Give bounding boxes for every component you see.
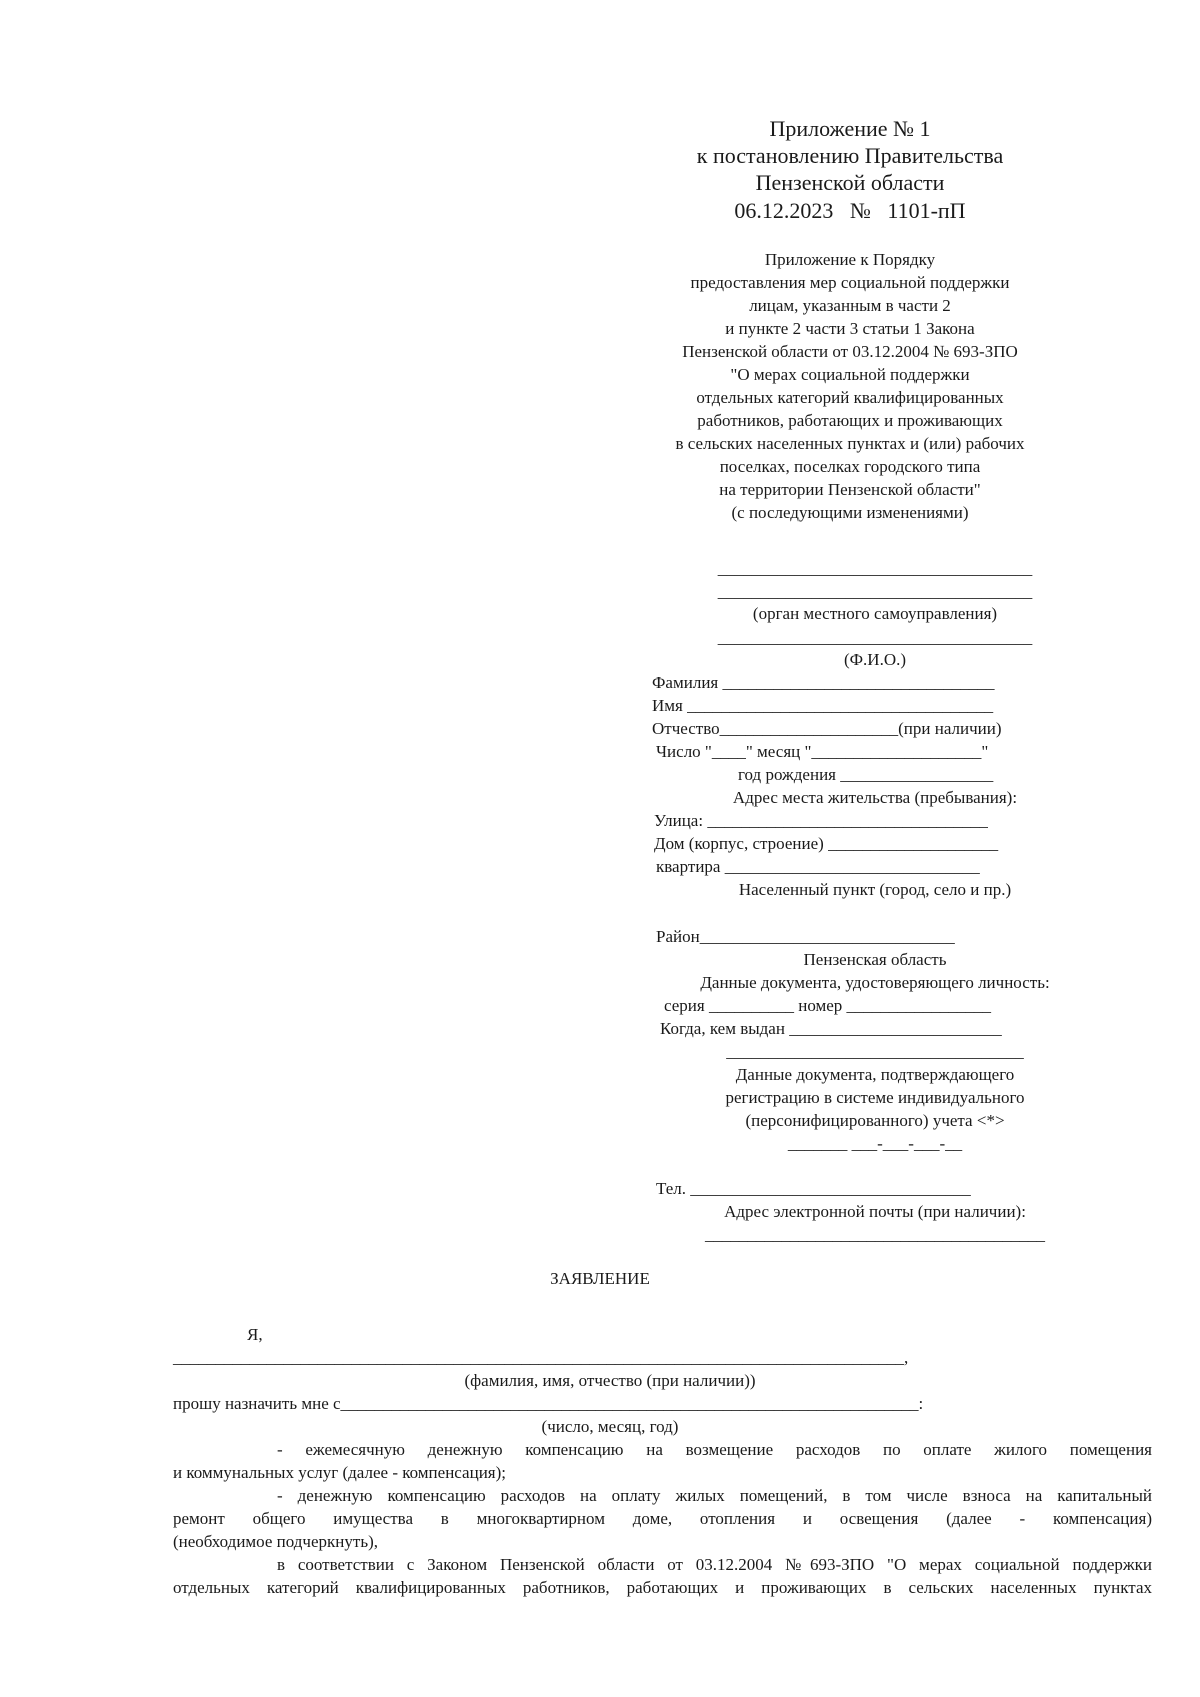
street-field[interactable]: Улица: _________________________________ xyxy=(654,811,988,830)
statement-title: ЗАЯВЛЕНИЕ xyxy=(550,1269,650,1288)
settlement-caption: Населенный пункт (город, село и пр.) xyxy=(738,880,1012,899)
order-line: в сельских населенных пунктах и (или) рабочих xyxy=(675,434,1025,453)
organ-blank[interactable]: _____________________________________ xyxy=(717,559,1033,578)
snils-caption-3: (персонифицированного) учета <*> xyxy=(745,1111,1005,1130)
order-line: поселках, поселках городского типа xyxy=(719,457,981,476)
snils-caption-2: регистрацию в системе индивидуального xyxy=(725,1088,1025,1107)
order-line: на территории Пензенской области" xyxy=(719,480,981,499)
district-field[interactable]: Район______________________________ xyxy=(656,927,955,946)
statement-ya: Я, xyxy=(247,1325,263,1344)
order-line: Пензенской области от 03.12.2004 № 693-ЗПО xyxy=(682,342,1018,361)
statement-fio-caption: (фамилия, имя, отчество (при наличии)) xyxy=(464,1371,756,1390)
email-caption: Адрес электронной почты (при наличии): xyxy=(724,1202,1026,1221)
surname-field[interactable]: Фамилия ________________________________ xyxy=(652,673,995,692)
appendix-region: Пензенской области xyxy=(755,170,945,195)
fio-caption: (Ф.И.О.) xyxy=(843,650,907,669)
item2-line2: ремонт общего имущества в многоквартирном доме, отопления и освещения (далее - компенсация) xyxy=(173,1509,1152,1528)
birth-year-field[interactable]: год рождения __________________ xyxy=(738,765,994,784)
order-line: работников, работающих и проживающих xyxy=(697,411,1003,430)
appendix-title: Приложение № 1 xyxy=(769,116,931,141)
order-line: и пункте 2 части 3 статьи 1 Закона xyxy=(725,319,975,338)
issued-blank[interactable]: ___________________________________ xyxy=(726,1042,1024,1061)
item1-line1: - ежемесячную денежную компенсацию на возмещение расходов по оплате жилого помещения xyxy=(277,1440,1152,1459)
name-field[interactable]: Имя ____________________________________ xyxy=(652,696,994,715)
region-label: Пензенская область xyxy=(803,950,947,969)
birth-day-month-field[interactable]: Число "____" месяц "____________________" xyxy=(656,742,989,761)
address-caption: Адрес места жительства (пребывания): xyxy=(732,788,1018,807)
order-line: предоставления мер социальной поддержки xyxy=(690,273,1010,292)
item1-line2: и коммунальных услуг (далее - компенсация); xyxy=(173,1463,506,1482)
order-line: Приложение к Порядку xyxy=(764,250,936,269)
law-line2: отдельных категорий квалифицированных работников, работающих и проживающих в сельских населенных пунктах xyxy=(173,1578,1152,1597)
email-blank[interactable]: ________________________________________ xyxy=(705,1225,1045,1244)
house-field[interactable]: Дом (корпус, строение) ____________________ xyxy=(654,834,999,853)
order-line: "О мерах социальной поддержки xyxy=(730,365,970,384)
fio-blank[interactable]: _____________________________________ xyxy=(717,628,1033,647)
statement-ask-line[interactable]: прошу назначить мне с____________________________________________________________________: xyxy=(173,1394,924,1413)
order-line: (с последующими изменениями) xyxy=(731,503,969,522)
phone-field[interactable]: Тел. _________________________________ xyxy=(656,1179,971,1198)
patronymic-field[interactable]: Отчество_____________________(при наличии) xyxy=(652,719,1002,738)
id-doc-caption: Данные документа, удостоверяющего личность: xyxy=(700,973,1050,992)
item2-line1: - денежную компенсацию расходов на оплату жилых помещений, в том числе взноса на капитальный xyxy=(277,1486,1152,1505)
statement-fio-blank[interactable]: ______________________________________________________________________________________, xyxy=(173,1348,909,1367)
order-line: лицам, указанным в части 2 xyxy=(749,296,951,315)
item2-line3: (необходимое подчеркнуть), xyxy=(173,1532,378,1551)
issued-field[interactable]: Когда, кем выдан _________________________ xyxy=(660,1019,1002,1038)
organ-caption: (орган местного самоуправления) xyxy=(752,604,998,623)
statement-date-caption: (число, месяц, год) xyxy=(541,1417,679,1436)
organ-blank[interactable]: _____________________________________ xyxy=(717,582,1033,601)
snils-caption-1: Данные документа, подтверждающего xyxy=(735,1065,1015,1084)
law-line1: в соответствии с Законом Пензенской области от 03.12.2004 №693-ЗПО "О мерах социальной поддержки xyxy=(277,1555,1152,1574)
appendix-resolution: к постановлению Правительства xyxy=(696,143,1004,168)
snils-blank[interactable]: _______ ___-___-___-__ xyxy=(787,1134,963,1153)
series-number-field[interactable]: серия __________ номер _________________ xyxy=(664,996,992,1015)
order-line: отдельных категорий квалифицированных xyxy=(696,388,1004,407)
appendix-date-number: 06.12.2023 № 1101-пП xyxy=(734,198,966,223)
apartment-field[interactable]: квартира ______________________________ xyxy=(656,857,980,876)
